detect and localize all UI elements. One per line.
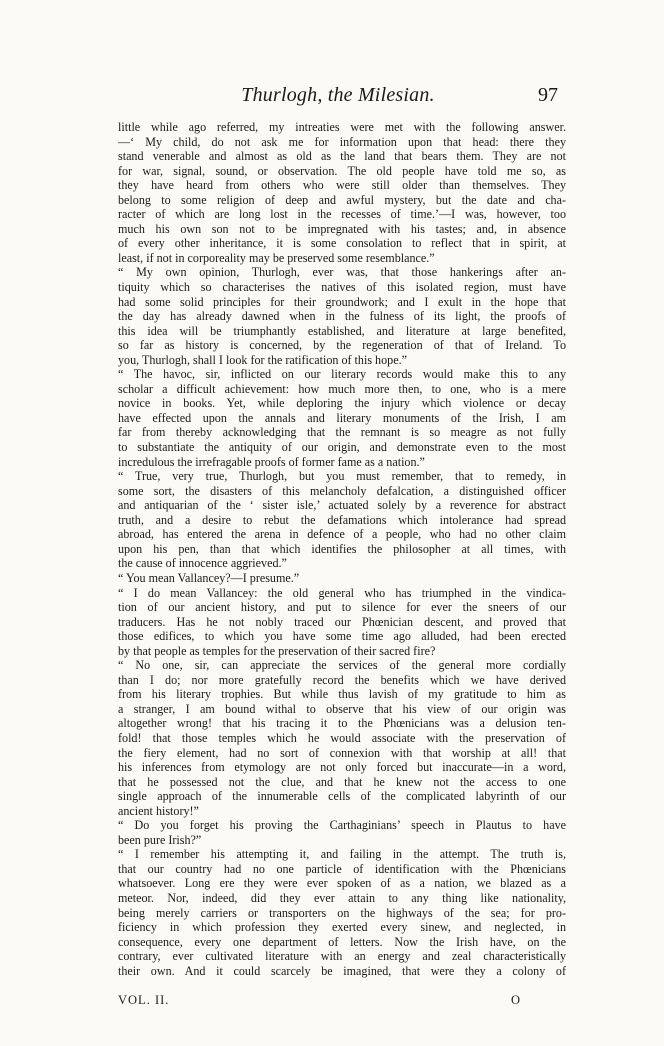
text-line: least, if not in corporeality may be preserved some resemblance.”: [118, 250, 435, 265]
text-line: “ Do you forget his proving the Carthaginians’ speech in Plautus to have: [118, 818, 566, 833]
text-line: by that people as temples for the preservation of their sacred fire?: [118, 643, 436, 658]
text-line: and antiquarian of the ‘ sister isle,’ actuated solely by a reverence for abstract: [118, 498, 566, 513]
text-line: little while ago referred, my intreaties were met with the following answer.: [118, 120, 566, 134]
text-line: so far as history is concerned, by the regeneration of that of Ireland. To: [118, 338, 566, 353]
text-line: upon his pen, than that which identifies the philosopher at all times, with: [118, 541, 566, 556]
text-line: racter of which are long lost in the recesses of time.’—I was, however, too: [118, 207, 566, 222]
text-line: incredulous the irrefragable proofs of former fame as a nation.”: [118, 454, 425, 469]
text-line: ficiency in which profession they exerted every sinew, and neglected, in: [118, 920, 566, 935]
text-line: their own. And it could scarcely be imagined, that were they a colony of: [118, 963, 566, 978]
running-title: Thurlogh, the Milesian.: [241, 84, 435, 106]
text-line: stand venerable and almost as old as the land that bears them. They are not: [118, 149, 566, 164]
text-line: much his own son not to be impregnated with his tastes; and, in absence: [118, 221, 566, 236]
text-line: the day has already dawned when in the fulness of its light, the proofs of: [118, 309, 566, 324]
text-line: abroad, has entered the arena in defence of a people, who had no other claim: [118, 527, 566, 542]
volume-label: VOL. II.: [118, 993, 170, 1007]
text-line: had some solid principles for their groundwork; and I exult in the hope that: [118, 294, 566, 309]
text-line: have effected upon the annals and literary monuments of the Irish, I am: [118, 410, 566, 425]
text-line: the fiery element, had no sort of connexion with that worship at all! that: [118, 745, 566, 760]
text-line: single approach of the innumerable cells of the complicated labyrinth of our: [118, 789, 566, 804]
text-line: they have heard from others who were still older than themselves. They: [118, 178, 566, 193]
text-line: “ You mean Vallancey?—I presume.”: [118, 570, 300, 585]
text-line: to substantiate the antiquity of our origin, and demonstrate even to the most: [118, 440, 566, 455]
page-footer: [118, 993, 566, 1009]
text-line: of every other inheritance, it is some consolation to reflect that in spirit, at: [118, 236, 566, 251]
text-line: from his literary trophies. But while thus lavish of my gratitude to him as: [118, 687, 566, 702]
text-line: this idea will be triumphantly established, and literature at large benefited,: [118, 323, 566, 338]
text-line: “ I remember his attempting it, and failing in the attempt. The truth is,: [118, 847, 566, 862]
text-line: “ My own opinion, Thurlogh, ever was, that those hankerings after an-: [118, 265, 566, 280]
text-line: scholar a difficult achievement: how much more then, to one, who is a mere: [118, 381, 566, 396]
text-line: —‘ My child, do not ask me for information upon that head: there they: [118, 134, 566, 149]
body-text: [118, 120, 566, 978]
text-line: that he possessed not the clue, and that he knew not the access to one: [118, 774, 566, 789]
text-line: truth, and a desire to rebut the defamations which intolerance had spread: [118, 512, 566, 527]
text-line: whatsoever. Long ere they were ever spoken of as a nation, we blazed as a: [118, 876, 566, 891]
text-line: “ The havoc, sir, inflicted on our literary records would make this to any: [118, 367, 566, 382]
text-line: novice in books. Yet, while deploring the injury which violence or decay: [118, 396, 566, 411]
page-header: [118, 84, 558, 110]
text-line: you, Thurlogh, shall I look for the ratification of this hope.”: [118, 352, 407, 367]
text-line: been pure Irish?”: [118, 832, 202, 847]
text-line: far from thereby acknowledging that the remnant is so meagre as not fully: [118, 425, 566, 440]
text-line: “ No one, sir, can appreciate the services of the general more cordially: [118, 658, 566, 673]
text-line: fold! that those temples which he would associate with the preservation of: [118, 730, 566, 745]
text-line: for war, signal, sound, or observation. The old people have told me so, as: [118, 163, 566, 178]
text-line: meteor. Nor, indeed, did they ever attain to any thing like nationality,: [118, 890, 566, 905]
text-line: the cause of innocence aggrieved.”: [118, 556, 287, 571]
text-line: his inferences from etymology are not only forced but inaccurate—in a word,: [118, 760, 566, 775]
text-line: tion of our ancient history, and put to silence for ever the sneers of our: [118, 600, 566, 615]
text-line: “ True, very true, Thurlogh, but you must remember, that to remedy, in: [118, 469, 566, 484]
text-line: contrary, ever cultivated literature with an energy and zeal characteristically: [118, 949, 566, 964]
text-line: being merely carriers or transporters on the highways of the sea; for pro-: [118, 905, 566, 920]
text-line: belong to some religion of deep and awful mystery, but the date and cha-: [118, 192, 566, 207]
text-line: tiquity which so characterises the natives of this isolated region, must have: [118, 280, 566, 295]
text-line: altogether wrong! that his tracing it to the Phœnicians was a delusion ten-: [118, 716, 566, 731]
text-line: those edifices, to which you have some time ago alluded, had been erected: [118, 629, 566, 644]
text-line: traducers. Has he not nobly traced our Phœnician descent, and proved that: [118, 614, 566, 629]
text-line: a stranger, I am bound withal to observe that his view of our origin was: [118, 701, 566, 716]
text-line: some sort, the disasters of this melancholy defalcation, a distinguished officer: [118, 483, 566, 498]
text-line: “ I do mean Vallancey: the old general who has triumphed in the vindica-: [118, 585, 566, 600]
text-line: consequence, every one department of letters. Now the Irish have, on the: [118, 934, 566, 949]
text-line: than I do; nor more gratefully record the benefits which we have derived: [118, 672, 566, 687]
text-line: that our country had no one particle of identification with the Phœnicians: [118, 861, 566, 876]
signature-mark: O: [510, 993, 520, 1007]
page-number: 97: [538, 84, 558, 106]
text-line: ancient history!”: [118, 803, 199, 818]
